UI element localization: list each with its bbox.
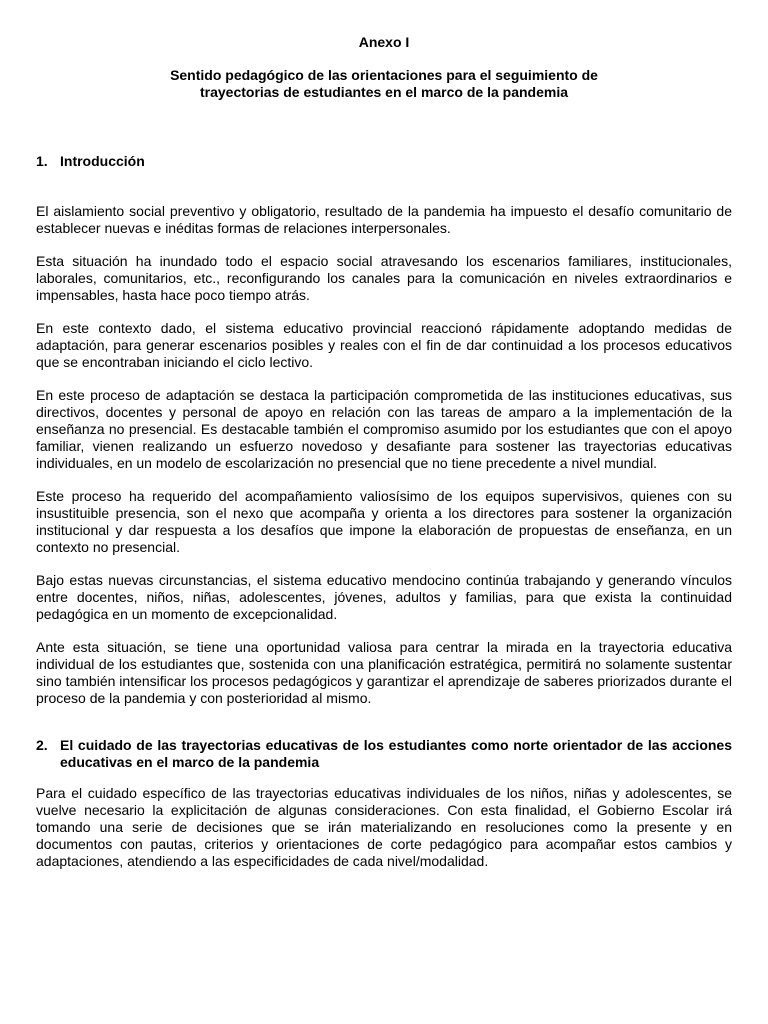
paragraph: El aislamiento social preventivo y obligatorio, resultado de la pandemia ha impuesto el desafío comunitario de establecer nuevas e inéditas formas de relaciones interpersonales. (36, 203, 732, 236)
section-2-title: El cuidado de las trayectorias educativas de los estudiantes como norte orientador de las acciones educativas en el marco de la pandemia (60, 737, 732, 770)
main-title-line-1: Sentido pedagógico de las orientaciones para el seguimiento de (170, 67, 598, 83)
paragraph: Ante esta situación, se tiene una oportunidad valiosa para centrar la mirada en la trayectoria educativa individual de los estudiantes que, sostenida con una planificación estratégica, permitirá no solamente sustentar sino también intensificar los procesos pedagógicos y garantizar el aprendizaje de saberes priorizados durante el proceso de la pandemia y con posterioridad al mismo. (36, 639, 732, 706)
main-title-line-2: trayectorias de estudiantes en el marco de la pandemia (199, 84, 569, 100)
paragraph: En este contexto dado, el sistema educativo provincial reaccionó rápidamente adoptando medidas de adaptación, para generar escenarios posibles y reales con el fin de dar continuidad a los procesos educativos que se encontraban iniciando el ciclo lectivo. (36, 320, 732, 370)
document-page (36, 34, 732, 886)
paragraph: Para el cuidado específico de las trayectorias educativas individuales de los niños, niñas y adolescentes, se vuelve necesario la explicitación de algunas consideraciones. Con esta finalidad, el Gobierno Escolar irá tomando una serie de decisiones que se irán materializando en resoluciones como la presente y en documentos con pautas, criterios y orientaciones de corte pedagógico para acompañar estos cambios y adaptaciones, atendiendo a las especificidades de cada nivel/modalidad. (36, 785, 732, 869)
section-2-number: 2. (36, 737, 48, 753)
section-1-heading (36, 153, 732, 170)
section-1-title: Introducción (60, 153, 145, 169)
paragraph: Este proceso ha requerido del acompañamiento valiosísimo de los equipos supervisivos, quienes con su insustituible presencia, son el nexo que acompaña y orienta a los directores para sostener la organización institucional y dar respuesta a los desafíos que impone la elaboración de propuestas de enseñanza, en un contexto no presencial. (36, 488, 732, 555)
section-2-heading (36, 737, 732, 771)
annex-title: Anexo I (358, 34, 410, 50)
paragraph: En este proceso de adaptación se destaca la participación comprometida de las instituciones educativas, sus directivos, docentes y personal de apoyo en relación con las tareas de amparo a la implementación de la enseñanza no presencial. Es destacable también el compromiso asumido por los estudiantes que con el apoyo familiar, vienen realizando un esfuerzo novedoso y desafiante para sostener las trayectorias educativas individuales, en un modelo de escolarización no presencial que no tiene precedente a nivel mundial. (36, 387, 732, 471)
section-1-number: 1. (36, 153, 48, 169)
paragraph: Bajo estas nuevas circunstancias, el sistema educativo mendocino continúa trabajando y generando vínculos entre docentes, niños, niñas, adolescentes, jóvenes, adultos y familias, para que exista la continuidad pedagógica en un momento de excepcionalidad. (36, 572, 732, 622)
paragraph: Esta situación ha inundado todo el espacio social atravesando los escenarios familiares, institucionales, laborales, comunitarios, etc., reconfigurando los canales para la comunicación en niveles extraordinarios e impensables, hasta hace poco tiempo atrás. (36, 253, 732, 303)
